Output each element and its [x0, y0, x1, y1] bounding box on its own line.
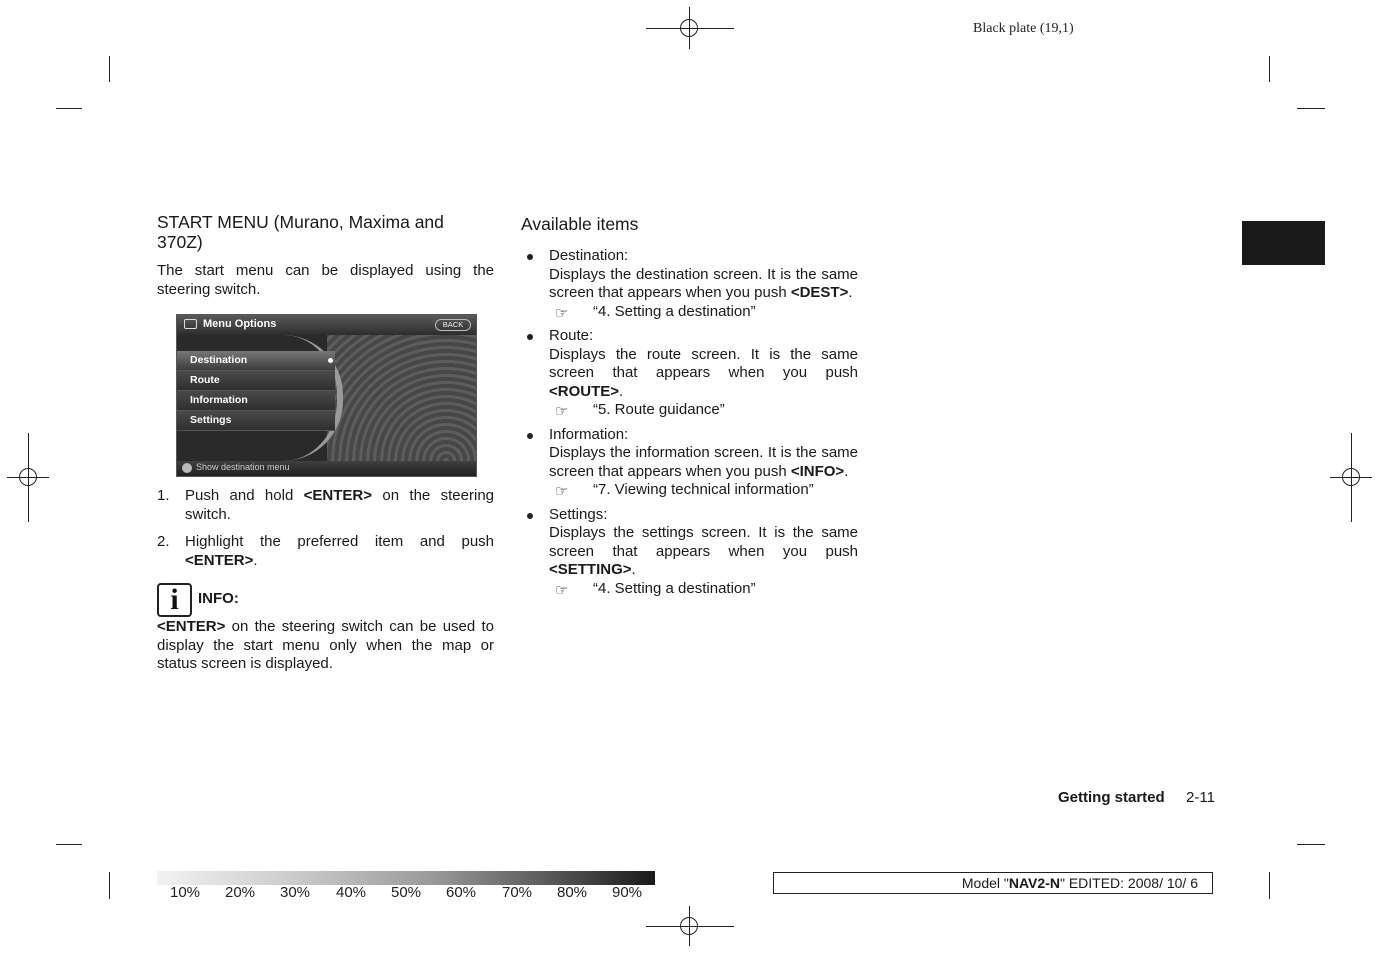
section-heading: START MENU (Murano, Maxima and 370Z)	[157, 212, 444, 252]
screen-header	[177, 315, 476, 335]
cross-reference: ☞ “7. Viewing technical information”	[555, 481, 814, 500]
crop-mark	[109, 872, 110, 899]
section-heading: Available items	[521, 214, 639, 234]
list-item: Destination: Displays the destination screen. It is the same screen that appears when you push <DEST>. ☞ “4. Setting a destination”	[521, 247, 858, 321]
chapter-thumb-tab	[1242, 221, 1325, 265]
scale-label: 60%	[446, 884, 477, 901]
registration-mark	[680, 917, 698, 935]
registration-mark	[680, 19, 698, 37]
screen-status-bar	[177, 461, 476, 476]
crop-mark	[109, 56, 110, 82]
info-paragraph: <ENTER> on the steering switch can be used to display the start menu only when the map or status screen is displayed.	[157, 618, 494, 672]
scale-label: 20%	[225, 884, 256, 901]
intro-paragraph: The start menu can be displayed using the steering switch.	[157, 262, 494, 298]
scale-label: 30%	[280, 884, 311, 901]
screen-background	[327, 335, 476, 461]
available-items-list	[521, 247, 858, 598]
screen-title: Menu Options	[203, 318, 277, 330]
pointing-hand-icon: ☞	[555, 403, 569, 420]
scale-label: 40%	[336, 884, 367, 901]
crop-mark	[1269, 872, 1270, 899]
registration-mark	[1342, 468, 1360, 486]
scale-label: 70%	[502, 884, 533, 901]
scale-label: 90%	[612, 884, 643, 901]
cross-reference: ☞ “4. Setting a destination”	[555, 579, 756, 599]
list-item: Route: Displays the route screen. It is the same screen that appears when you push <ROUTE>. ☞ “5. Route guidance”	[521, 327, 858, 420]
step-item: 1. Push and hold <ENTER> on the steering switch.	[157, 487, 494, 523]
camera-icon	[184, 319, 197, 329]
back-button: BACK	[435, 319, 471, 331]
crop-mark	[1297, 844, 1325, 845]
left-column	[157, 212, 494, 674]
gray-scale-bar	[157, 871, 655, 885]
screen-menu-item: Settings	[177, 411, 335, 431]
plate-label: Black plate (19,1)	[973, 21, 1074, 36]
step-item: 2. Highlight the preferred item and push <ENTER>.	[157, 533, 494, 569]
list-item: Information: Displays the information screen. It is the same screen that appears when you push <INFO>. ☞ “7. Viewing technical information”	[521, 426, 858, 500]
info-small-icon	[182, 463, 192, 473]
steps-list	[157, 487, 494, 570]
list-item: Settings: Displays the settings screen. It is the same screen that appears when you push <SETTING>. ☞ “4. Setting a destination”	[521, 506, 858, 599]
model-info-box: Model "NAV2-N" EDITED: 2008/ 10/ 6	[773, 872, 1213, 894]
screen-menu-list	[177, 351, 335, 431]
cross-reference: ☞ “5. Route guidance”	[555, 401, 725, 420]
cross-reference: ☞ “4. Setting a destination”	[555, 302, 756, 322]
registration-mark	[19, 468, 37, 486]
info-label: INFO:	[198, 590, 239, 607]
screen-hint: Show destination menu	[196, 462, 290, 472]
menu-options-screenshot	[176, 314, 477, 477]
scale-label: 10%	[170, 884, 201, 901]
info-box	[157, 583, 494, 617]
info-icon: i	[157, 583, 192, 617]
screen-menu-item: Destination	[177, 351, 335, 371]
crop-mark	[1269, 56, 1270, 82]
footer-section-title: Getting started	[1058, 789, 1165, 806]
crop-mark	[1297, 108, 1325, 109]
scale-label: 50%	[391, 884, 422, 901]
crop-mark	[56, 108, 82, 109]
pointing-hand-icon: ☞	[555, 581, 569, 599]
bullet-icon	[527, 513, 533, 519]
pointing-hand-icon: ☞	[555, 304, 569, 322]
middle-column	[521, 214, 858, 604]
selection-dot-icon	[328, 358, 333, 363]
bullet-icon	[527, 433, 533, 439]
screen-menu-item: Information	[177, 391, 335, 411]
bullet-icon	[527, 254, 533, 260]
screen-menu-item: Route	[177, 371, 335, 391]
bullet-icon	[527, 334, 533, 340]
crop-mark	[56, 844, 82, 845]
pointing-hand-icon: ☞	[555, 483, 569, 500]
scale-label: 80%	[557, 884, 588, 901]
page-number: 2-11	[1186, 789, 1215, 806]
